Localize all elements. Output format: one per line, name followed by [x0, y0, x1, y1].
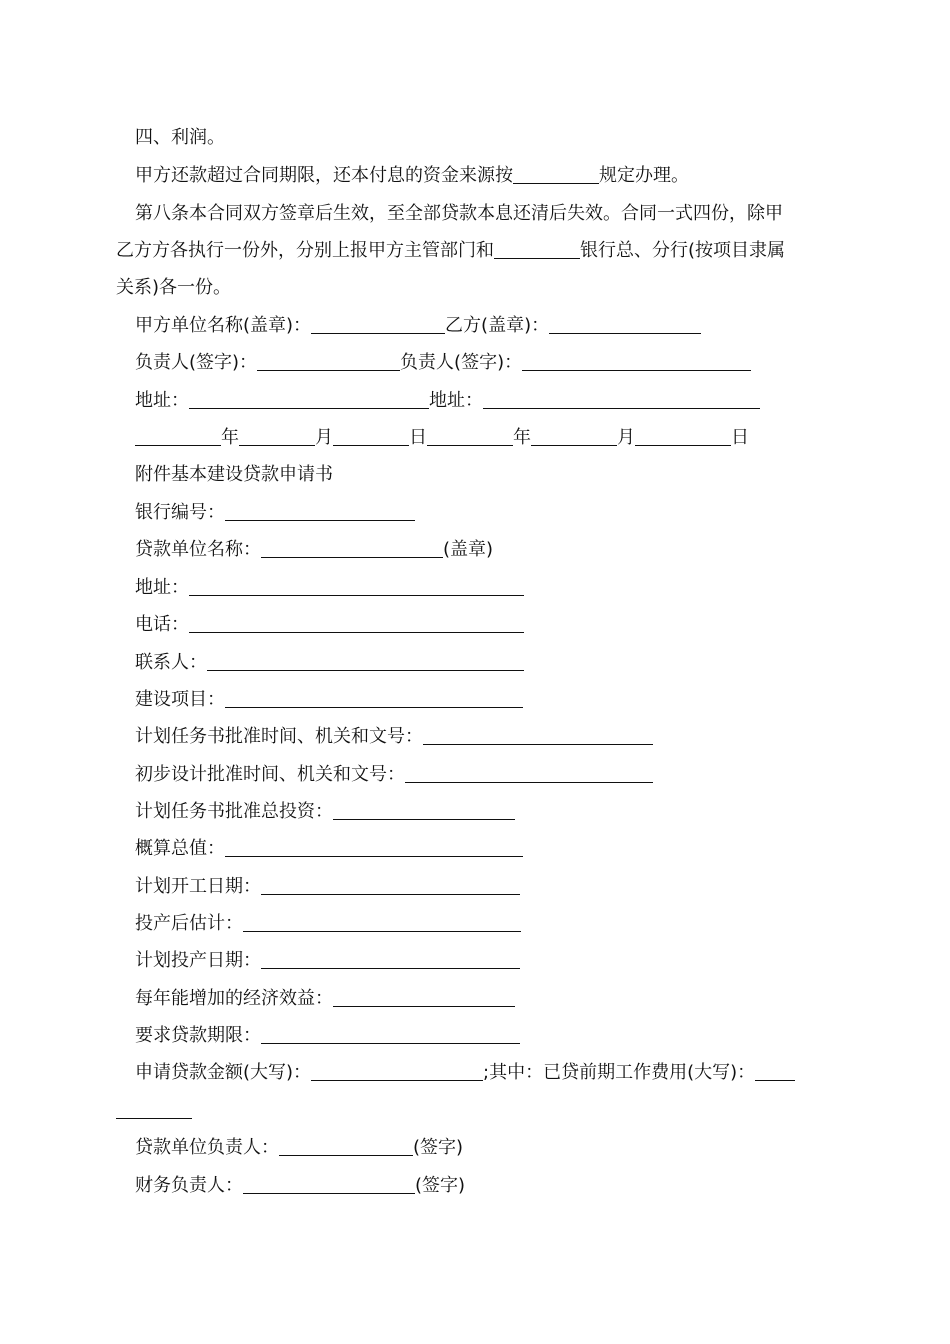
plan-approval-label: 计划任务书批准时间、机关和文号： — [135, 726, 423, 747]
production-date-label: 计划投产日期： — [135, 950, 261, 971]
phone-row — [135, 614, 855, 636]
article8-line2 — [116, 240, 836, 262]
repay-text-before: 甲方还款超过合同期限，还本付息的资金来源按 — [135, 165, 513, 186]
design-approval-blank[interactable] — [405, 764, 653, 783]
day-label-a: 日 — [409, 427, 427, 448]
day-label-b: 日 — [731, 427, 749, 448]
loan-term-blank[interactable] — [261, 1025, 520, 1044]
start-date-row — [135, 876, 855, 898]
date-a-month-blank[interactable] — [239, 427, 315, 446]
budget-total-blank[interactable] — [225, 838, 523, 857]
month-label-b: 月 — [617, 427, 635, 448]
person-b-label: 负责人(签字)： — [400, 352, 523, 373]
loan-unit-seal: (盖章) — [443, 539, 494, 560]
start-date-label: 计划开工日期： — [135, 876, 261, 897]
prior-cost-blank-end[interactable] — [116, 1100, 192, 1119]
plan-investment-label: 计划任务书批准总投资： — [135, 801, 333, 822]
annual-benefit-row — [135, 988, 855, 1010]
date-a-day-blank[interactable] — [333, 427, 409, 446]
phone-blank[interactable] — [189, 614, 524, 633]
party-a-unit-blank[interactable] — [311, 315, 445, 334]
project-row — [135, 689, 855, 711]
production-date-row — [135, 950, 855, 972]
production-date-blank[interactable] — [261, 950, 520, 969]
address-b-blank[interactable] — [483, 390, 760, 409]
date-a-year-blank[interactable] — [135, 427, 221, 446]
repay-text-after: 规定办理。 — [599, 165, 689, 186]
address-a-label: 地址： — [135, 390, 189, 411]
budget-total-label: 概算总值： — [135, 838, 225, 859]
plan-investment-row — [135, 801, 855, 823]
address-a-blank[interactable] — [189, 390, 429, 409]
heading-profit: 四、利润。 — [135, 127, 225, 148]
post-estimate-blank[interactable] — [243, 913, 521, 932]
loan-amount-blank[interactable] — [311, 1062, 483, 1081]
article8-line1: 第八条本合同双方签章后生效，至全部贷款本息还清后失效。合同一式四份，除甲 — [135, 203, 783, 224]
year-label-b: 年 — [513, 427, 531, 448]
design-approval-row — [135, 764, 855, 786]
loan-term-row — [135, 1025, 855, 1047]
party-a-unit-label: 甲方单位名称(盖章)： — [135, 315, 312, 336]
party-b-label: 乙方(盖章)： — [445, 315, 550, 336]
person-b-blank[interactable] — [522, 352, 751, 371]
prior-cost-continuation-row — [116, 1100, 836, 1122]
bank-no-blank[interactable] — [225, 502, 415, 521]
party-b-blank[interactable] — [549, 315, 701, 334]
project-blank[interactable] — [225, 689, 523, 708]
article8-line2-before: 乙方方各执行一份外，分别上报甲方主管部门和 — [116, 240, 494, 261]
person-a-blank[interactable] — [257, 352, 400, 371]
annual-benefit-blank[interactable] — [333, 988, 515, 1007]
appendix-address-row — [135, 577, 855, 599]
contact-label: 联系人： — [135, 652, 207, 673]
repay-paragraph — [135, 165, 855, 187]
unit-head-label: 贷款单位负责人： — [135, 1137, 279, 1158]
address-b-label: 地址： — [429, 390, 483, 411]
date-b-year-blank[interactable] — [427, 427, 513, 446]
finance-head-row — [135, 1175, 855, 1197]
address-row — [135, 390, 855, 412]
date-b-month-blank[interactable] — [531, 427, 617, 446]
unit-head-sign: (签字) — [413, 1137, 464, 1158]
year-label-a: 年 — [221, 427, 239, 448]
loan-unit-label: 贷款单位名称： — [135, 539, 261, 560]
loan-term-label: 要求贷款期限： — [135, 1025, 261, 1046]
unit-head-row — [135, 1137, 855, 1159]
start-date-blank[interactable] — [261, 876, 520, 895]
month-label-a: 月 — [315, 427, 333, 448]
appendix-address-blank[interactable] — [189, 577, 524, 596]
repay-source-blank[interactable] — [513, 165, 599, 184]
annual-benefit-label: 每年能增加的经济效益： — [135, 988, 333, 1009]
unit-head-blank[interactable] — [279, 1137, 413, 1156]
plan-approval-row — [135, 726, 855, 748]
budget-total-row — [135, 838, 855, 860]
date-row — [135, 427, 855, 449]
appendix-title: 附件基本建设贷款申请书 — [135, 464, 333, 485]
contact-blank[interactable] — [207, 652, 524, 671]
prior-cost-blank-start[interactable] — [755, 1062, 795, 1081]
already-loaned-label: ;其中：已贷前期工作费用(大写)： — [483, 1062, 756, 1083]
finance-head-label: 财务负责人： — [135, 1175, 243, 1196]
bank-name-blank[interactable] — [494, 240, 580, 259]
loan-unit-blank[interactable] — [261, 539, 443, 558]
appendix-address-label: 地址： — [135, 577, 189, 598]
party-unit-row — [135, 315, 855, 337]
phone-label: 电话： — [135, 614, 189, 635]
bank-no-row — [135, 502, 855, 524]
post-estimate-label: 投产后估计： — [135, 913, 243, 934]
loan-amount-row — [135, 1062, 855, 1084]
finance-head-blank[interactable] — [243, 1175, 415, 1194]
loan-amount-label: 申请贷款金额(大写)： — [135, 1062, 312, 1083]
article8-line3: 关系)各一份。 — [116, 277, 232, 298]
project-label: 建设项目： — [135, 689, 225, 710]
post-estimate-row — [135, 913, 855, 935]
article8-line2-after: 银行总、分行(按项目隶属 — [580, 240, 786, 261]
finance-head-sign: (签字) — [415, 1175, 466, 1196]
person-a-label: 负责人(签字)： — [135, 352, 258, 373]
responsible-person-row — [135, 352, 855, 374]
contact-row — [135, 652, 855, 674]
bank-no-label: 银行编号： — [135, 502, 225, 523]
date-b-day-blank[interactable] — [635, 427, 731, 446]
design-approval-label: 初步设计批准时间、机关和文号： — [135, 764, 405, 785]
plan-investment-blank[interactable] — [333, 801, 515, 820]
loan-unit-row — [135, 539, 855, 561]
plan-approval-blank[interactable] — [423, 726, 653, 745]
